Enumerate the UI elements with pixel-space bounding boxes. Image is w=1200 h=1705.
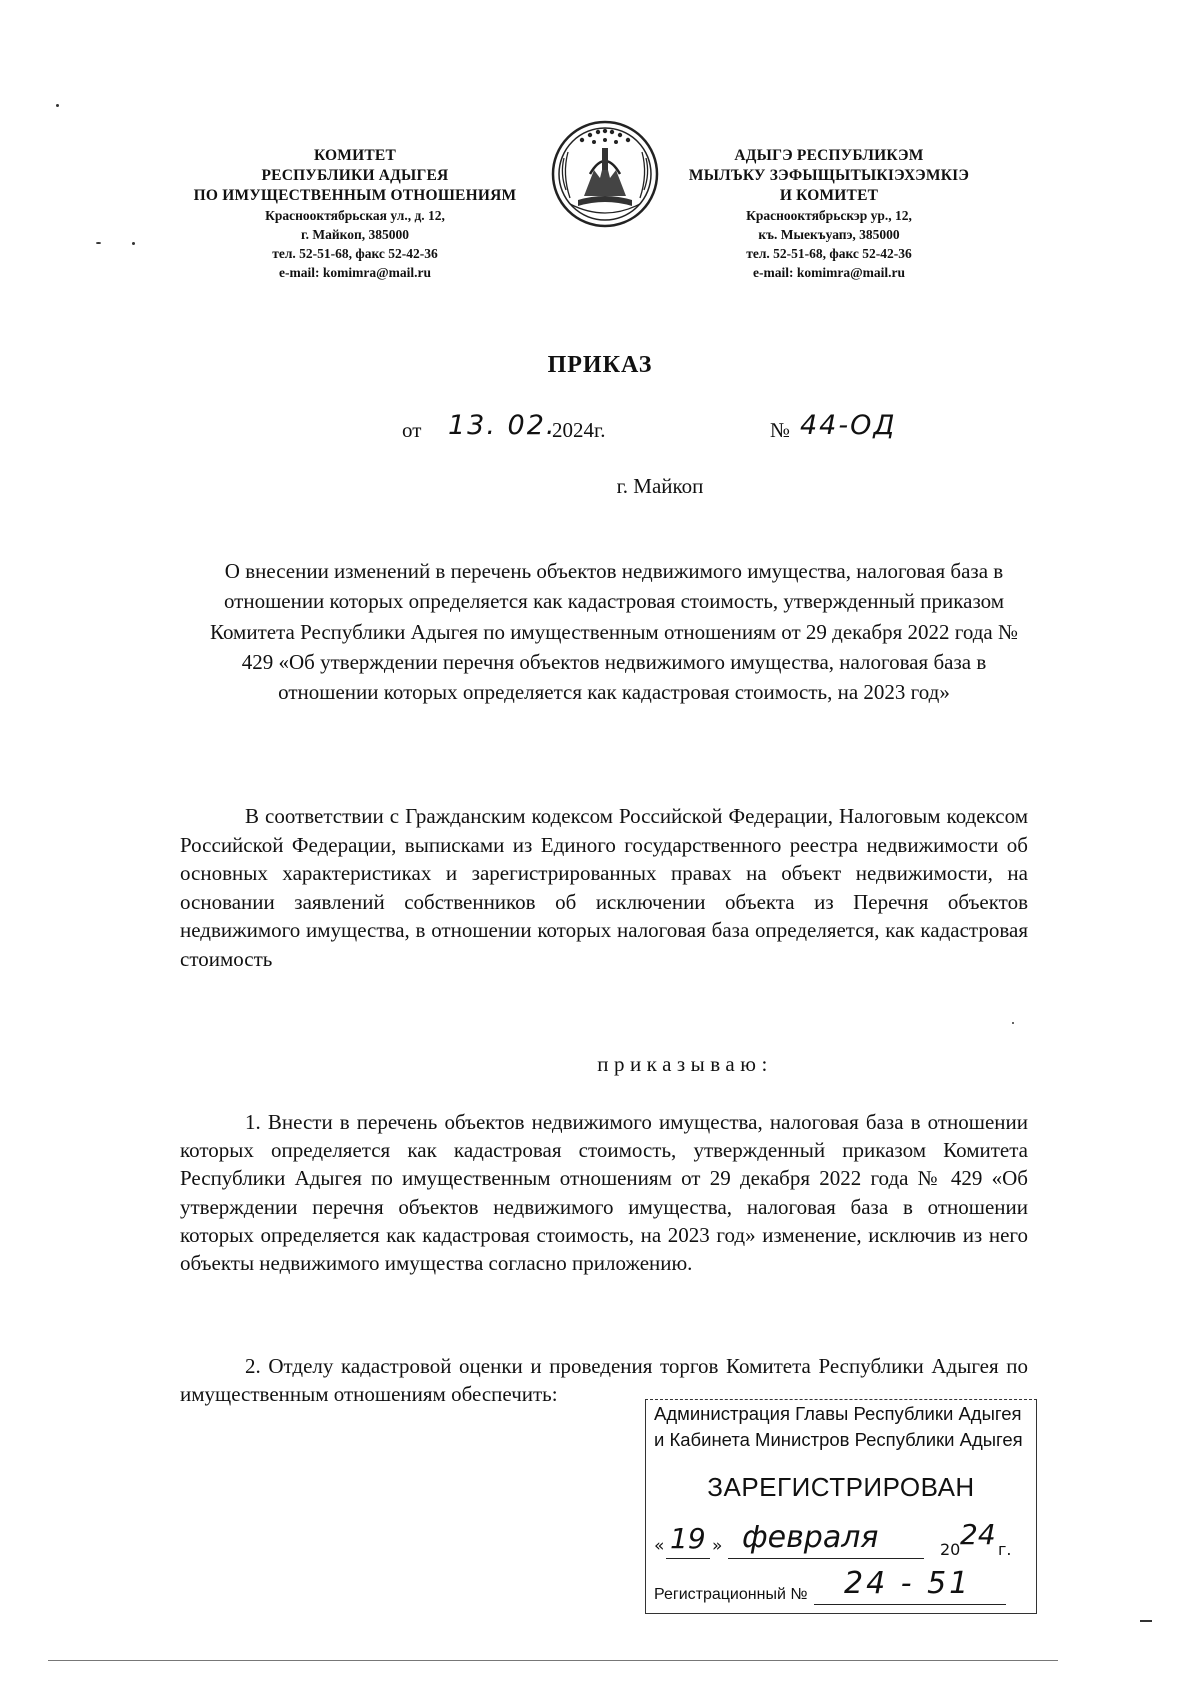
address-ady-city: къ. Мыекъуапэ, 385000 xyxy=(758,227,900,242)
address-ru-city: г. Майкоп, 385000 xyxy=(300,227,409,242)
address-ru-email: e-mail: komimra@mail.ru xyxy=(278,265,432,280)
stamp-month: февраля xyxy=(742,1520,879,1555)
number-prefix: № xyxy=(770,418,791,442)
stamp-open-quote: « xyxy=(654,1536,665,1556)
stamp-year-prefix: 20 xyxy=(940,1540,961,1559)
org-name-ru-line2: РЕСПУБЛИКИ АДЫГЕЯ xyxy=(261,167,449,184)
scan-speck xyxy=(56,104,59,107)
header-right xyxy=(668,146,990,282)
scan-speck xyxy=(1140,1620,1152,1622)
stamp-year-unit: г. xyxy=(998,1540,1012,1559)
scan-speck xyxy=(132,242,135,245)
stamp-date-line xyxy=(654,1518,1026,1566)
stamp-close-quote: » xyxy=(712,1536,723,1556)
stamp-status: ЗАРЕГИСТРИРОВАН xyxy=(707,1472,975,1502)
org-name-ady-line3: И КОМИТЕТ xyxy=(779,187,879,204)
order-item-2: 2. Отделу кадастровой оценки и проведения торгов Комитета Республики Адыгея по имущественным отношениям обеспечить: xyxy=(180,1354,1028,1407)
date-year: 2024г. xyxy=(552,418,606,442)
order-item-1: 1. Внести в перечень объектов недвижимого имущества, налоговая база в отношении которых определяется как кадастровая стоимость, утвержденный приказом Комитета Республики Адыгея по имущественным отношениям от 29 декабря 2022 года № 429 «Об утверждении перечня объектов недвижимого имущества, налоговая база в отношении которых определяется как кадастровая стоимость, на 2023 год» изменение, исключив из него объекты недвижимого имущества согласно приложению. xyxy=(180,1110,1028,1276)
address-ru-street: Краснооктябрьская ул., д. 12, xyxy=(265,208,445,223)
stamp-authority-line1: Администрация Главы Республики Адыгея xyxy=(654,1403,1022,1424)
order-word: приказываю: xyxy=(597,1052,773,1076)
address-ady-street: Краснооктябрьскэр ур., 12, xyxy=(746,208,912,223)
org-name-ady-line2: МЫЛЪКУ ЗЭФЫЩЫТЫКІЭХЭМКІЭ xyxy=(688,167,970,184)
date-prefix: от xyxy=(402,418,422,442)
address-ady-phone: тел. 52-51-68, факс 52-42-36 xyxy=(746,246,912,261)
org-name-ru-line3: ПО ИМУЩЕСТВЕННЫМ ОТНОШЕНИЯМ xyxy=(193,187,517,204)
stamp-authority-line2: и Кабинета Министров Республики Адыгея xyxy=(654,1429,1023,1450)
handwritten-date: 13. 02. xyxy=(448,410,557,441)
address-ru-phone: тел. 52-51-68, факс 52-42-36 xyxy=(272,246,438,261)
header-left xyxy=(170,146,540,282)
city: г. Майкоп xyxy=(616,474,704,498)
scan-speck xyxy=(96,242,101,244)
document-subject: О внесении изменений в перечень объектов недвижимого имущества, налоговая база в отношении которых определяется как кадастровая стоимость, утвержденный приказом Комитета Республики Адыгея по имущественным отношениям от 29 декабря 2022 года № 429 «Об утверждении перечня объектов недвижимого имущества, налоговая база в отношении которых определяется как кадастровая стоимость, на 2023 год» xyxy=(209,559,1019,705)
registration-stamp xyxy=(645,1399,1037,1614)
preamble-paragraph: В соответствии с Гражданским кодексом Российской Федерации, Налоговым кодексом Российской Федерации, выписками из Единого государственного реестра недвижимости об основных характеристиках и зарегистрированных правах на объект недвижимости, на основании заявлений собственников об исключении объекта из Перечня объектов недвижимого имущества, в отношении которых налоговая база определяется, как кадастровая стоимость xyxy=(180,804,1028,971)
bottom-rule xyxy=(48,1660,1058,1661)
stamp-year-suffix: 24 xyxy=(960,1518,996,1551)
scan-speck xyxy=(1012,1022,1014,1024)
stamp-registration-line xyxy=(654,1566,1026,1608)
address-ady-email: e-mail: komimra@mail.ru xyxy=(752,265,906,280)
org-name-ady-line1: АДЫГЭ РЕСПУБЛИКЭМ xyxy=(734,147,924,164)
stamp-day: 19 xyxy=(670,1522,706,1555)
coat-of-arms-icon xyxy=(550,118,660,230)
document-title: ПРИКАЗ xyxy=(547,352,653,378)
handwritten-order-number: 44-ОД xyxy=(800,410,897,441)
stamp-reg-number: 24 - 51 xyxy=(844,1566,972,1601)
org-name-ru-line1: КОМИТЕТ xyxy=(313,147,396,164)
stamp-reg-label: Регистрационный № xyxy=(654,1586,808,1603)
